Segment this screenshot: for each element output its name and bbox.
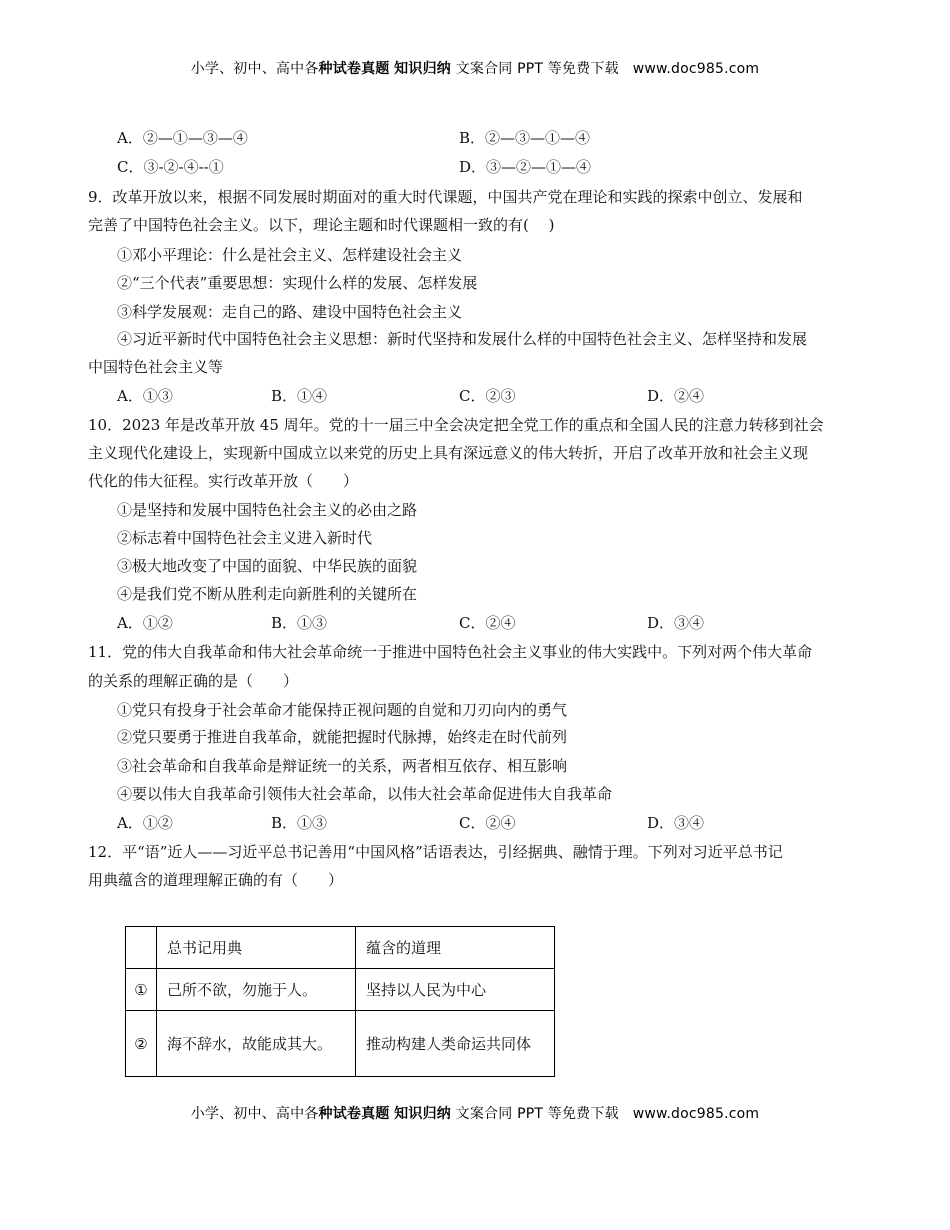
footer-text-1: 小学、初中、高中各: [190, 1106, 319, 1122]
q9-option-c[interactable]: C．②③: [459, 387, 516, 405]
q11-option-c[interactable]: C．②④: [459, 814, 516, 832]
q11-statement-4: ④要以伟大自我革命引领伟大社会革命，以伟大社会革命促进伟大自我革命: [117, 785, 613, 803]
q8-option-a[interactable]: A．②—①—③—④: [117, 129, 248, 147]
footer-bold-2: 知识归纳: [394, 1106, 451, 1122]
q10-statement-3: ③极大地改变了中国的面貌、中华民族的面貌: [117, 557, 418, 575]
q9-option-a[interactable]: A．①③: [117, 387, 173, 405]
q9-statement-3: ③科学发展观：走自己的路、建设中国特色社会主义: [117, 303, 463, 321]
q9-option-b[interactable]: B．①④: [271, 387, 328, 405]
table-header-cell: [126, 927, 157, 969]
q10-statement-2: ②标志着中国特色社会主义进入新时代: [117, 529, 373, 547]
header-bold-1: 种试卷真题: [318, 61, 390, 77]
table-cell: 推动构建人类命运共同体: [356, 1011, 555, 1077]
q11-option-b[interactable]: B．①③: [271, 814, 328, 832]
q9-statement-4: ④习近平新时代中国特色社会主义思想：新时代坚持和发展什么样的中国特色社会主义、怎样坚持和发展: [117, 330, 808, 348]
table-header-cell: 总书记用典: [157, 927, 356, 969]
q10-option-d[interactable]: D．③④: [647, 614, 705, 632]
q11-option-a[interactable]: A．①②: [117, 814, 173, 832]
table-cell: 己所不欲，勿施于人。: [157, 969, 356, 1011]
q10-option-b[interactable]: B．①③: [271, 614, 328, 632]
q9-stem-line2: 完善了中国特色社会主义。以下，理论主题和时代课题相一致的有( ): [88, 216, 555, 234]
quote-table: [125, 926, 555, 1077]
q9-stem-line1: 9．改革开放以来，根据不同发展时期面对的重大时代课题，中国共产党在理论和实践的探索中创立、发展和: [88, 188, 803, 206]
q10-stem-line2: 主义现代化建设上，实现新中国成立以来党的历史上具有深远意义的伟大转折，开启了改革开放和社会主义现: [88, 444, 809, 462]
q10-option-a[interactable]: A．①②: [117, 614, 173, 632]
q10-stem-line3: 代化的伟大征程。实行改革开放（ ）: [88, 472, 359, 490]
q8-option-b[interactable]: B．②—③—①—④: [459, 129, 591, 147]
footer-text-2: 文案合同 PPT 等免费下载: [450, 1106, 619, 1122]
q9-statement-2: ②“三个代表”重要思想：实现什么样的发展、怎样发展: [117, 274, 478, 292]
q11-stem-line2: 的关系的理解正确的是（ ）: [88, 672, 299, 690]
q8-option-c[interactable]: C．③-②-④--①: [117, 158, 224, 176]
table-row: [126, 969, 555, 1011]
header-site-link[interactable]: www.doc985.com: [632, 61, 760, 77]
table-cell: ①: [126, 969, 157, 1011]
q9-statement-4-cont: 中国特色社会主义等: [88, 358, 224, 376]
table-cell: 海不辞水，故能成其大。: [157, 1011, 356, 1077]
header-text-1: 小学、初中、高中各: [190, 61, 319, 77]
table-header-row: [126, 927, 555, 969]
footer-site-link[interactable]: www.doc985.com: [632, 1106, 760, 1122]
table-cell: 坚持以人民为中心: [356, 969, 555, 1011]
table-cell: ②: [126, 1011, 157, 1077]
footer-bold-1: 种试卷真题: [318, 1106, 390, 1122]
footer-banner: [0, 1103, 950, 1123]
q9-option-d[interactable]: D．②④: [647, 387, 705, 405]
q11-statement-3: ③社会革命和自我革命是辩证统一的关系，两者相互依存、相互影响: [117, 757, 568, 775]
q12-stem-line1: 12．平“语”近人——习近平总书记善用“中国风格”话语表达，引经据典、融情于理。下列对习近平总书记: [88, 843, 783, 861]
q10-option-c[interactable]: C．②④: [459, 614, 516, 632]
q11-stem-line1: 11．党的伟大自我革命和伟大社会革命统一于推进中国特色社会主义事业的伟大实践中。下列对两个伟大革命: [88, 643, 813, 661]
q10-statement-4: ④是我们党不断从胜利走向新胜利的关键所在: [117, 585, 418, 603]
table-header-cell: 蕴含的道理: [356, 927, 555, 969]
q11-statement-1: ①党只有投身于社会革命才能保持正视问题的自觉和刀刃向内的勇气: [117, 701, 568, 719]
q12-stem-line2: 用典蕴含的道理理解正确的有（ ）: [88, 871, 344, 889]
q11-option-d[interactable]: D．③④: [647, 814, 705, 832]
header-text-2: 文案合同 PPT 等免费下载: [450, 61, 619, 77]
header-bold-2: 知识归纳: [394, 61, 451, 77]
q11-statement-2: ②党只要勇于推进自我革命，就能把握时代脉搏，始终走在时代前列: [117, 728, 568, 746]
q8-option-d[interactable]: D．③—②—①—④: [459, 158, 592, 176]
header-banner: [0, 58, 950, 78]
table-row: [126, 1011, 555, 1077]
q10-stem-line1: 10．2023 年是改革开放 45 周年。党的十一届三中全会决定把全党工作的重点和全国人民的注意力转移到社会: [88, 416, 824, 434]
q9-statement-1: ①邓小平理论：什么是社会主义、怎样建设社会主义: [117, 246, 463, 264]
q10-statement-1: ①是坚持和发展中国特色社会主义的必由之路: [117, 501, 418, 519]
